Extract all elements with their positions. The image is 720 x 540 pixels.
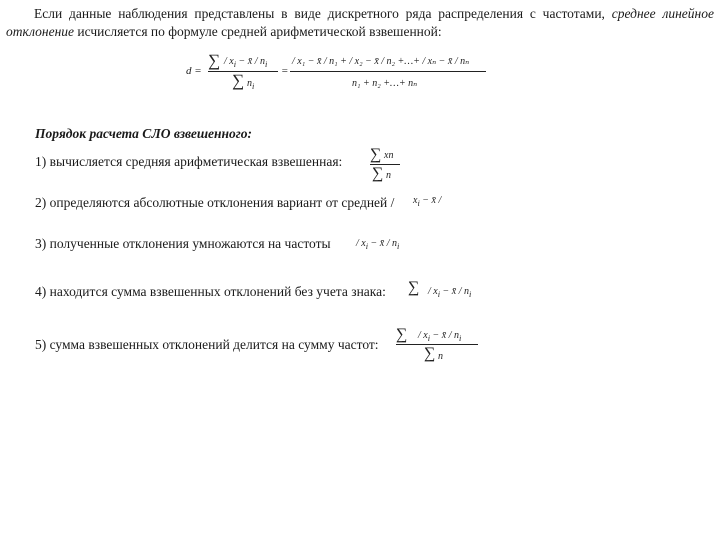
sigma-icon: ∑ [424, 345, 436, 362]
formula-lhs: d = [186, 65, 202, 77]
step-3-formula: / $x_i$ − x̄ / $n_i$ [356, 238, 400, 251]
step-1-text: 1) вычисляется средняя арифметическая взвешенная: [35, 154, 343, 169]
formula-den-left: $n_i$ [247, 78, 255, 91]
step-2-text: 2) определяются абсолютные отклонения вариант от средней / [35, 195, 395, 210]
step-3-text: 3) полученные отклонения умножаются на частоты [35, 236, 331, 251]
intro-paragraph [6, 5, 714, 41]
step-5-den: n [438, 351, 443, 362]
step-2-formula: $x_i$ − x̄ / [413, 195, 442, 208]
section-heading: Порядок расчета СЛО взвешенного: [35, 126, 253, 141]
step-5-text: 5) сумма взвешенных отклонений делится на сумму частот: [35, 337, 379, 352]
fraction-bar-right [290, 71, 486, 72]
sigma-icon: ∑ [208, 51, 221, 70]
formula-eq: = [281, 65, 289, 77]
intro-term: среднее линейное отклонение [6, 6, 714, 39]
sigma-icon: ∑ [396, 326, 408, 343]
sigma-icon: ∑ [408, 279, 420, 296]
sigma-icon: ∑ [232, 71, 245, 90]
step-5-fraction-bar [396, 344, 478, 345]
formula-num-left: / $x_i$ − x̄ / $n_i$ [224, 56, 268, 69]
step-4-text: 4) находится сумма взвешенных отклонений без учета знака: [35, 284, 386, 299]
intro-text-1: Если данные наблюдения представлены в виде дискретного ряда распределения с частотами, [34, 6, 612, 21]
formula-den-right: n₁ + n₂ +…+ nₙ [352, 78, 418, 89]
sigma-icon: ∑ [372, 165, 384, 182]
sigma-icon: ∑ [370, 146, 382, 163]
formula-num-right: / x₁ − x̄ / n₁ + / x₂ − x̄ / n₂ +…+ / xₙ − x̄ / nₙ [292, 56, 470, 67]
step-1-num: xn [384, 150, 394, 161]
step-1-den: n [386, 170, 391, 181]
intro-text-2: исчисляется по формуле средней арифметической взвешенной: [74, 24, 442, 39]
